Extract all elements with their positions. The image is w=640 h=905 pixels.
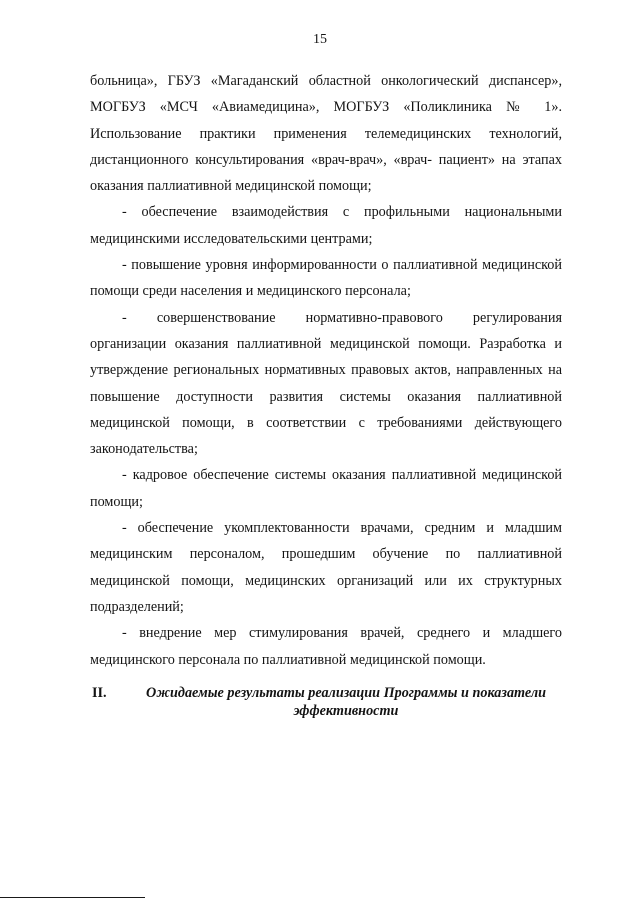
footer-divider <box>0 897 145 898</box>
list-item-staffing: - кадровое обеспечение системы оказания паллиативной медицинской помощи; <box>90 467 562 510</box>
section-title: Ожидаемые результаты реализации Программы и показатели эффективности <box>145 685 546 719</box>
section-heading <box>90 684 562 720</box>
page-number: 15 <box>313 32 327 47</box>
body-text <box>90 68 562 673</box>
section-number: II. <box>92 685 107 701</box>
list-item-personnel: - обеспечение укомплектованности врачами, средним и младшим медицинским персоналом, прошедшим обучение по паллиативной медицинской помощи, медицинских организаций или их структурных подразделений; <box>90 520 562 615</box>
list-item-awareness: - повышение уровня информированности о паллиативной медицинской помощи среди населения и медицинского персонала; <box>90 257 562 300</box>
list-item-regulation: - совершенствование нормативно-правового регулирования организации оказания паллиативной медицинской помощи. Разработка и утверждение региональных нормативных правовых актов, направленных на повышение доступности развития системы оказания паллиативной медицинской помощи, в соответствии с требованиями действующего законодательства; <box>90 309 562 458</box>
paragraph-continuation: больница», ГБУЗ «Магаданский областной онкологический диспансер», МОГБУЗ «МСЧ «Авиамедицина», МОГБУЗ «Поликлиника № 1». Использование практики применения телемедицинских технологий, дистанционного консультирования «врач-врач», «врач- пациент» на этапах оказания паллиативной медицинской помощи; <box>90 73 562 195</box>
list-item-research-centers: - обеспечение взаимодействия с профильными национальными медицинскими исследовательскими центрами; <box>90 204 562 247</box>
list-item-incentives: - внедрение мер стимулирования врачей, среднего и младшего медицинского персонала по паллиативной медицинской помощи. <box>90 625 562 668</box>
